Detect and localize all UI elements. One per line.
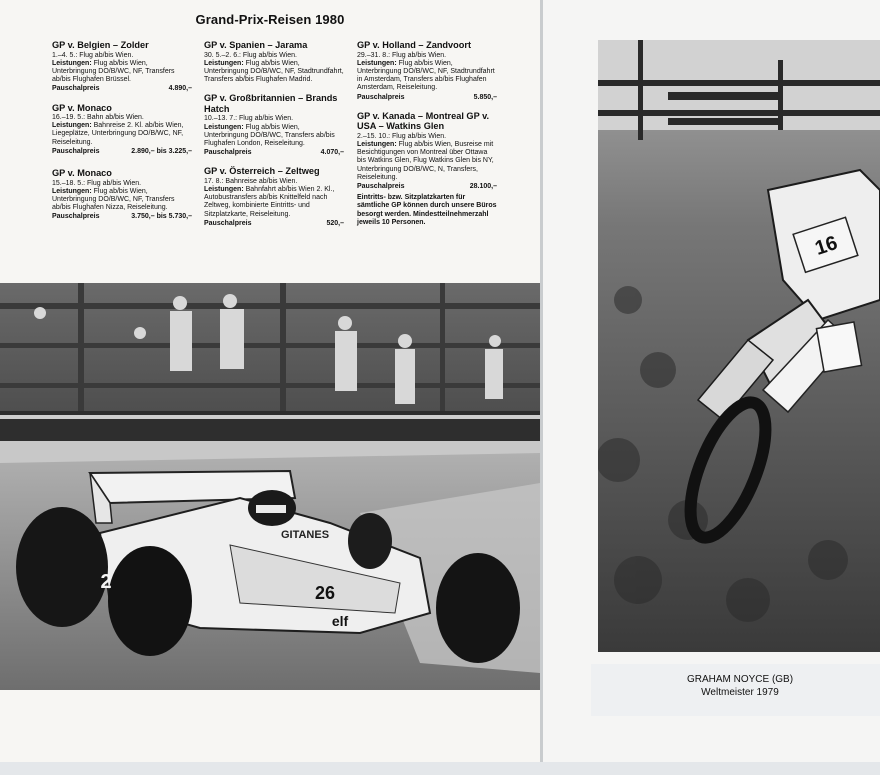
services-label: Leistungen: bbox=[204, 186, 244, 194]
price-label: Pauschalpreis bbox=[52, 85, 100, 93]
trip-entry bbox=[52, 168, 192, 222]
column-3 bbox=[357, 40, 497, 234]
price-value: 4.070,– bbox=[320, 149, 344, 157]
price-row bbox=[204, 149, 344, 157]
trip-title: GP v. Großbritannien – Brands Hatch bbox=[204, 93, 338, 114]
price-row bbox=[52, 148, 192, 156]
caption-name: GRAHAM NOYCE (GB) bbox=[686, 674, 794, 685]
trip-entry bbox=[357, 40, 497, 102]
trip-services bbox=[357, 141, 497, 182]
photo-caption bbox=[600, 673, 880, 699]
motocross-rider-image bbox=[598, 40, 880, 652]
price-row bbox=[52, 85, 192, 93]
trip-date: 1.–4. 5.: Flug ab/bis Wien. bbox=[52, 51, 134, 59]
trip-services bbox=[204, 124, 344, 149]
column-2 bbox=[204, 40, 344, 237]
scan-bottom-strip bbox=[0, 762, 880, 775]
motocross-photo bbox=[598, 40, 880, 652]
formula-one-photo bbox=[0, 283, 540, 690]
services-label: Leistungen: bbox=[204, 59, 244, 67]
price-label: Pauschalpreis bbox=[52, 147, 100, 155]
services-label: Leistungen: bbox=[52, 59, 92, 67]
trip-entry bbox=[204, 93, 344, 157]
trip-title: GP v. Kanada – Montreal GP v. USA – Watkins Glen bbox=[357, 110, 490, 132]
trip-title: GP v. Holland – Zandvoort bbox=[357, 40, 472, 50]
services-text: Flug ab/bis Wien, Unterbringung DO/B/WC, NF, Stadtrundfahrt, Transfers ab/bis Flughafen Madrid. bbox=[204, 59, 344, 84]
services-label: Leistungen: bbox=[52, 187, 92, 195]
column-1 bbox=[52, 40, 192, 231]
price-row bbox=[357, 94, 497, 102]
services-label: Leistungen: bbox=[357, 140, 397, 148]
price-label: Pauschalpreis bbox=[357, 93, 405, 101]
race-car-image bbox=[0, 283, 540, 690]
price-row bbox=[52, 213, 192, 221]
trip-entry bbox=[204, 166, 344, 228]
services-text: Flug ab/bis Wien, Unterbringung DO/B/WC, NF, Stadtrundfahrt in Amsterdam, Transfers ab/bis Flughafen Amsterdam, Reiseleitung. bbox=[357, 59, 495, 92]
nose-number-label: 2 bbox=[100, 571, 112, 593]
trip-title: GP v. Monaco bbox=[52, 102, 112, 113]
trip-date: 30. 5.–2. 6.: Flug ab/bis Wien. bbox=[204, 51, 297, 59]
price-value: 520,– bbox=[326, 219, 344, 227]
rider-number-label: 16 bbox=[812, 232, 841, 260]
services-label: Leistungen: bbox=[204, 123, 244, 131]
trip-services bbox=[52, 188, 192, 213]
services-text: Flug ab/bis Wien, Unterbringung DO/B/WC, Transfers ab/bis Flughafen London, Reiseleitung. bbox=[204, 123, 335, 147]
trip-date: 29.–31. 8.: Flug ab/bis Wien. bbox=[357, 51, 447, 59]
trip-title: GP v. Österreich – Zeltweg bbox=[204, 166, 320, 177]
price-row bbox=[204, 220, 344, 228]
trip-title: GP v. Spanien – Jarama bbox=[204, 40, 308, 50]
trip-services bbox=[52, 60, 192, 85]
trip-title: GP v. Belgien – Zolder bbox=[52, 40, 149, 50]
trip-services bbox=[204, 186, 344, 219]
price-value: 28.100,– bbox=[469, 182, 497, 190]
services-text: Flug ab/bis Wien, Busreise mit Besichtigungen von Montreal über Ottawa bis Watkins Glen, Flug Watkins Glen bis NY, Unterbringung DO/B/WC, N, Transfers, Reiseleitung. bbox=[357, 140, 494, 181]
services-text: Bahnfahrt ab/bis Wien 2. Kl., Autobustransfers ab/bis Knittelfeld nach Zeltweg, kombinierte Eintritts- und Sitzplatzkarte, Reiseleitung. bbox=[204, 186, 335, 218]
trip-services bbox=[52, 122, 192, 147]
price-value: 3.750,– bis 5.730,– bbox=[131, 213, 192, 221]
trip-date: 2.–15. 10.: Flug ab/bis Wien. bbox=[357, 132, 447, 140]
trip-entry bbox=[204, 40, 344, 84]
caption-subtitle: Weltmeister 1979 bbox=[701, 687, 779, 698]
services-label: Leistungen: bbox=[52, 122, 92, 130]
price-value: 2.890,– bis 3.225,– bbox=[131, 147, 192, 155]
sponsor-elf-label: elf bbox=[331, 613, 349, 629]
price-label: Pauschalpreis bbox=[204, 219, 252, 227]
booking-note: Eintritts- bzw. Sitzplatzkarten für sämtliche GP können durch unsere Büros besorgt werden. Mindestteilnehmerzahl jeweils 10 Personen. bbox=[357, 194, 497, 226]
trip-services bbox=[357, 60, 497, 93]
trip-date: 17. 8.: Bahnreise ab/bis Wien. bbox=[204, 177, 298, 185]
services-text: Flug ab/bis Wien, Unterbringung DO/B/WC, NF, Transfers ab/bis Flughafen Nizza, Reiseleitung. bbox=[52, 187, 175, 212]
trip-date: 16.–19. 5.: Bahn ab/bis Wien. bbox=[52, 114, 144, 122]
trip-title: GP v. Monaco bbox=[52, 168, 112, 179]
price-value: 5.850,– bbox=[473, 93, 497, 101]
trip-entry bbox=[357, 111, 497, 191]
trip-entry bbox=[52, 40, 192, 94]
trip-date: 10.–13. 7.: Flug ab/bis Wien. bbox=[204, 115, 294, 123]
services-text: Bahnreise 2. Kl. ab/bis Wien, Liegeplätze, Unterbringung DO/B/WC, NF, Reiseleitung. bbox=[52, 122, 184, 146]
price-label: Pauschalpreis bbox=[52, 213, 100, 221]
sponsor-gitanes-label: GITANES bbox=[280, 529, 330, 541]
trip-services bbox=[204, 60, 344, 85]
trip-date: 15.–18. 5.: Flug ab/bis Wien. bbox=[52, 179, 142, 187]
trip-entry bbox=[52, 103, 192, 157]
price-value: 4.890,– bbox=[168, 85, 192, 93]
services-text: Flug ab/bis Wien, Unterbringung DO/B/WC, NF, Transfers ab/bis Flughafen Brüssel. bbox=[52, 59, 175, 84]
car-number-label: 26 bbox=[314, 583, 336, 603]
price-row bbox=[357, 183, 497, 191]
price-label: Pauschalpreis bbox=[204, 149, 252, 157]
services-label: Leistungen: bbox=[357, 59, 397, 67]
page-title: Grand-Prix-Reisen 1980 bbox=[195, 12, 345, 27]
price-label: Pauschalpreis bbox=[357, 182, 405, 190]
